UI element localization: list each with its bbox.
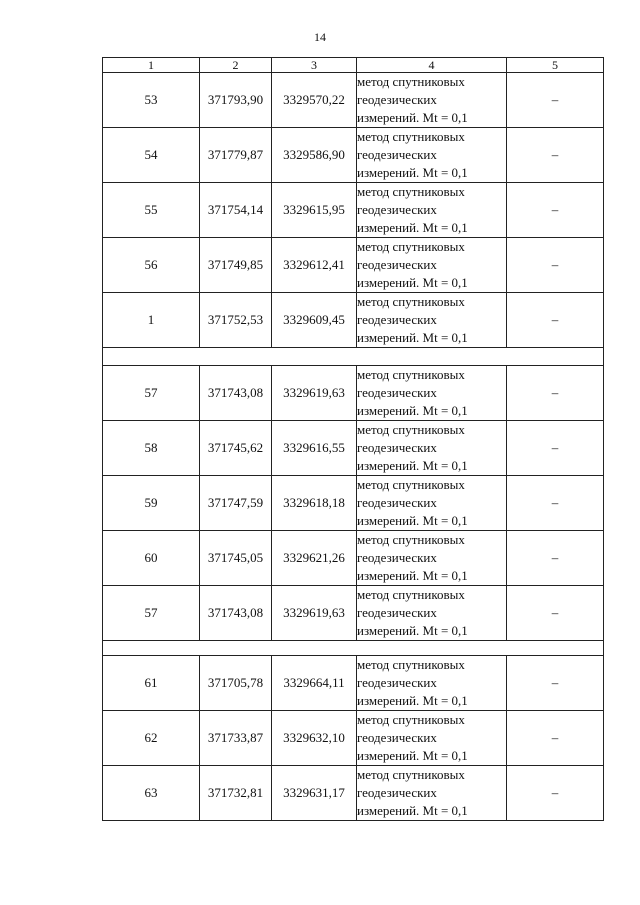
method-line: метод спутниковых — [357, 587, 465, 602]
coord-x: 371752,53 — [200, 293, 272, 348]
point-number: 63 — [103, 766, 200, 821]
coord-x: 371793,90 — [200, 73, 272, 128]
point-number: 57 — [103, 366, 200, 421]
table-row — [103, 293, 604, 348]
coord-y: 3329631,17 — [272, 766, 357, 821]
table-row — [103, 128, 604, 183]
method-line: геодезических — [357, 440, 437, 455]
note-cell: – — [507, 128, 604, 183]
note-cell: – — [507, 766, 604, 821]
method-line: измерений. Mt = 0,1 — [357, 803, 468, 818]
column-header: 2 — [200, 58, 272, 73]
table-row — [103, 586, 604, 641]
note-cell: – — [507, 586, 604, 641]
method-cell — [357, 656, 507, 711]
column-header: 5 — [507, 58, 604, 73]
note-cell: – — [507, 238, 604, 293]
coord-y: 3329621,26 — [272, 531, 357, 586]
group-separator — [103, 348, 604, 366]
method-line: метод спутниковых — [357, 712, 465, 727]
method-line: геодезических — [357, 147, 437, 162]
method-line: измерений. Mt = 0,1 — [357, 748, 468, 763]
table-row — [103, 366, 604, 421]
method-line: метод спутниковых — [357, 767, 465, 782]
coord-x: 371745,62 — [200, 421, 272, 476]
coord-x: 371743,08 — [200, 586, 272, 641]
group-separator-row — [103, 641, 604, 656]
method-line: геодезических — [357, 312, 437, 327]
point-number: 62 — [103, 711, 200, 766]
coord-y: 3329619,63 — [272, 586, 357, 641]
coord-x: 371779,87 — [200, 128, 272, 183]
point-number: 54 — [103, 128, 200, 183]
method-line: измерений. Mt = 0,1 — [357, 165, 468, 180]
coord-x: 371733,87 — [200, 711, 272, 766]
method-cell — [357, 766, 507, 821]
point-number: 55 — [103, 183, 200, 238]
note-cell: – — [507, 476, 604, 531]
table-row — [103, 421, 604, 476]
method-line: измерений. Mt = 0,1 — [357, 275, 468, 290]
column-header: 4 — [357, 58, 507, 73]
point-number: 58 — [103, 421, 200, 476]
method-cell — [357, 128, 507, 183]
note-cell: – — [507, 183, 604, 238]
coord-x: 371732,81 — [200, 766, 272, 821]
note-cell: – — [507, 293, 604, 348]
method-line: метод спутниковых — [357, 532, 465, 547]
method-line: метод спутниковых — [357, 184, 465, 199]
method-line: метод спутниковых — [357, 422, 465, 437]
method-line: геодезических — [357, 785, 437, 800]
method-line: геодезических — [357, 605, 437, 620]
note-cell: – — [507, 531, 604, 586]
point-number: 57 — [103, 586, 200, 641]
coord-y: 3329612,41 — [272, 238, 357, 293]
method-cell — [357, 183, 507, 238]
method-cell — [357, 586, 507, 641]
point-number: 60 — [103, 531, 200, 586]
method-line: метод спутниковых — [357, 477, 465, 492]
method-line: измерений. Mt = 0,1 — [357, 110, 468, 125]
coord-y: 3329570,22 — [272, 73, 357, 128]
method-line: измерений. Mt = 0,1 — [357, 220, 468, 235]
method-line: измерений. Mt = 0,1 — [357, 458, 468, 473]
method-cell — [357, 531, 507, 586]
method-line: геодезических — [357, 730, 437, 745]
method-line: метод спутниковых — [357, 239, 465, 254]
method-line: геодезических — [357, 385, 437, 400]
coord-y: 3329609,45 — [272, 293, 357, 348]
table-row — [103, 766, 604, 821]
note-cell: – — [507, 656, 604, 711]
method-line: метод спутниковых — [357, 129, 465, 144]
method-line: метод спутниковых — [357, 657, 465, 672]
method-line: метод спутниковых — [357, 367, 465, 382]
coord-y: 3329664,11 — [272, 656, 357, 711]
table-header-row — [103, 58, 604, 73]
coord-y: 3329586,90 — [272, 128, 357, 183]
coord-x: 371747,59 — [200, 476, 272, 531]
method-line: измерений. Mt = 0,1 — [357, 693, 468, 708]
column-header: 1 — [103, 58, 200, 73]
coord-y: 3329632,10 — [272, 711, 357, 766]
coord-y: 3329616,55 — [272, 421, 357, 476]
table-row — [103, 656, 604, 711]
coordinates-table — [102, 57, 604, 821]
method-cell — [357, 366, 507, 421]
coord-y: 3329615,95 — [272, 183, 357, 238]
coord-x: 371749,85 — [200, 238, 272, 293]
note-cell: – — [507, 711, 604, 766]
method-line: измерений. Mt = 0,1 — [357, 403, 468, 418]
method-line: геодезических — [357, 92, 437, 107]
column-header: 3 — [272, 58, 357, 73]
method-line: геодезических — [357, 550, 437, 565]
method-line: измерений. Mt = 0,1 — [357, 330, 468, 345]
method-cell — [357, 238, 507, 293]
point-number: 53 — [103, 73, 200, 128]
method-cell — [357, 73, 507, 128]
method-line: измерений. Mt = 0,1 — [357, 513, 468, 528]
coord-x: 371743,08 — [200, 366, 272, 421]
method-line: геодезических — [357, 257, 437, 272]
group-separator — [103, 641, 604, 656]
point-number: 1 — [103, 293, 200, 348]
page-number: 14 — [314, 30, 326, 44]
method-line: метод спутниковых — [357, 74, 465, 89]
method-line: измерений. Mt = 0,1 — [357, 623, 468, 638]
method-cell — [357, 711, 507, 766]
table-row — [103, 183, 604, 238]
note-cell: – — [507, 73, 604, 128]
table-row — [103, 73, 604, 128]
method-line: геодезических — [357, 495, 437, 510]
method-line: геодезических — [357, 202, 437, 217]
method-line: геодезических — [357, 675, 437, 690]
point-number: 61 — [103, 656, 200, 711]
table-row — [103, 711, 604, 766]
coord-x: 371745,05 — [200, 531, 272, 586]
method-line: измерений. Mt = 0,1 — [357, 568, 468, 583]
coord-y: 3329619,63 — [272, 366, 357, 421]
table-row — [103, 476, 604, 531]
coord-y: 3329618,18 — [272, 476, 357, 531]
note-cell: – — [507, 366, 604, 421]
method-cell — [357, 476, 507, 531]
table-row — [103, 238, 604, 293]
method-line: метод спутниковых — [357, 294, 465, 309]
coord-x: 371705,78 — [200, 656, 272, 711]
coord-x: 371754,14 — [200, 183, 272, 238]
method-cell — [357, 421, 507, 476]
point-number: 56 — [103, 238, 200, 293]
table-row — [103, 531, 604, 586]
point-number: 59 — [103, 476, 200, 531]
method-cell — [357, 293, 507, 348]
note-cell: – — [507, 421, 604, 476]
group-separator-row — [103, 348, 604, 366]
